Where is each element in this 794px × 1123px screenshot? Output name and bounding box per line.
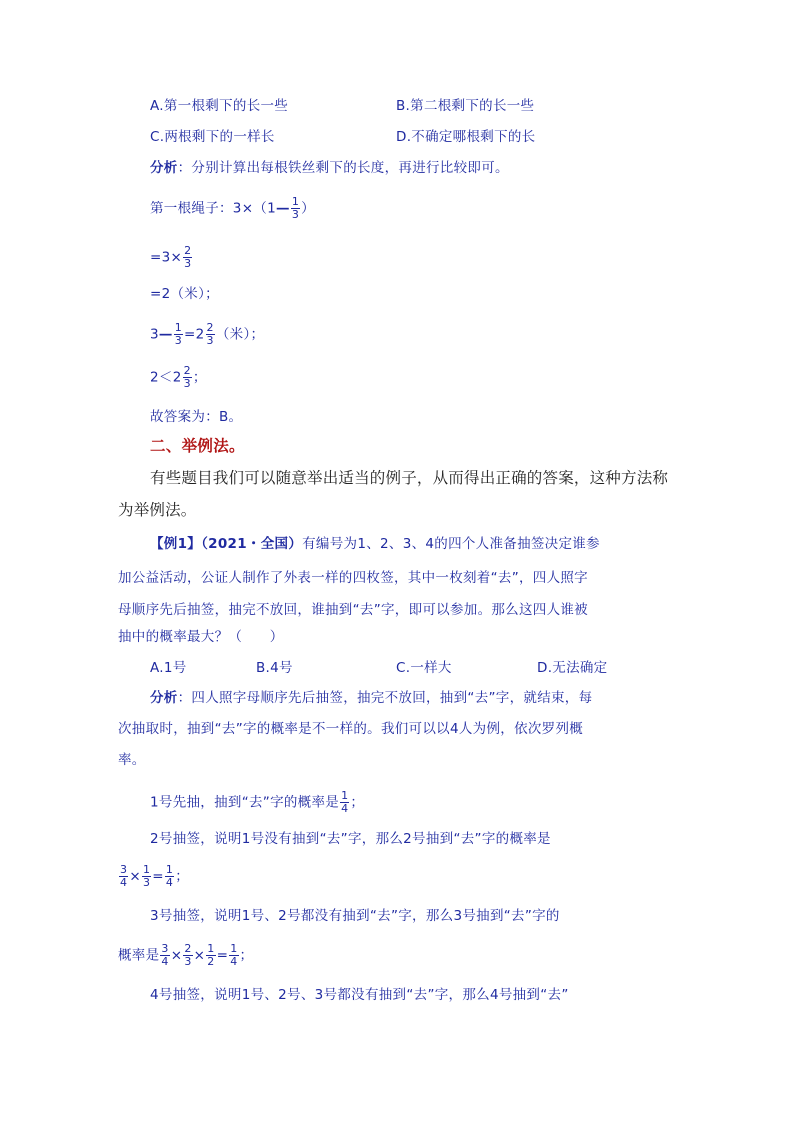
- option-c: C.两根剩下的一样长: [150, 129, 275, 145]
- option-b: B.第二根剩下的长一些: [396, 98, 535, 114]
- fraction: [183, 245, 192, 270]
- intro-line-1: 有些题目我们可以随意举出适当的例子，从而得出正确的答案，这种方法称: [150, 469, 669, 487]
- fraction: [160, 943, 169, 968]
- example-tag: 【例1】（2021・全国）: [150, 536, 303, 552]
- step4-a: 3: [150, 326, 159, 343]
- denominator: 3: [206, 334, 214, 347]
- option-a: A.第一根剩下的长一些: [150, 98, 289, 114]
- fraction: [340, 790, 349, 815]
- denominator: 3: [142, 876, 151, 889]
- denominator: 4: [161, 955, 169, 968]
- calc-step-4: [150, 322, 264, 347]
- times-sign: ×: [129, 868, 141, 885]
- analysis-paragraph: [150, 158, 509, 178]
- fraction: [174, 322, 183, 347]
- step4-unit: （米）；: [215, 326, 265, 343]
- p1-text: 1号先抽，抽到“去”字的概率是: [150, 794, 340, 811]
- fraction: [183, 943, 192, 968]
- denominator: 3: [183, 377, 191, 390]
- numerator: 1: [291, 195, 300, 208]
- calc-step-3: =2（米）；: [150, 286, 219, 302]
- numerator: 3: [161, 942, 169, 955]
- fraction: [291, 196, 300, 221]
- analysis-text: ：分别计算出每根铁丝剩下的长度，再进行比较即可。: [177, 160, 509, 176]
- analysis-label: 分析: [150, 690, 178, 706]
- denominator: 4: [230, 955, 238, 968]
- example-option-b: B.4号: [256, 660, 293, 676]
- fraction: [206, 322, 215, 347]
- numerator: 3: [120, 863, 128, 876]
- denominator: 4: [165, 876, 174, 889]
- example-line-1: [150, 534, 600, 554]
- probability-3: 3号抽签，说明1号、2号都没有抽到“去”字，那么3号抽到“去”字的: [150, 908, 560, 924]
- calc-step-5: [150, 365, 207, 390]
- probability-1: [150, 790, 364, 815]
- fraction: [165, 864, 174, 889]
- example-analysis-3: 率。: [118, 752, 146, 768]
- example-text: 有编号为1、2、3、4的四个人准备抽签决定谁参: [302, 536, 600, 552]
- example-analysis-1: [150, 688, 592, 708]
- denominator: 3: [174, 334, 183, 347]
- denominator: 3: [184, 955, 192, 968]
- example-option-a: A.1号: [150, 660, 187, 676]
- probability-3-calc: [118, 943, 253, 968]
- p3-end: ；: [239, 947, 254, 964]
- numerator: 1: [174, 321, 183, 334]
- analysis-text: ：四人照字母顺序先后抽签，抽完不放回，抽到“去”字，就结束，每: [177, 690, 593, 706]
- intro-line-2: 为举例法。: [118, 501, 197, 519]
- times-sign: ×: [193, 947, 206, 964]
- step1-suffix: ）: [301, 200, 315, 217]
- times-sign: ×: [170, 947, 183, 964]
- analysis-label: 分析: [150, 160, 178, 176]
- numerator: 2: [184, 942, 192, 955]
- section-heading: 二、举例法。: [150, 437, 245, 455]
- example-line-3: 母顺序先后抽签，抽完不放回，谁抽到“去”字，即可以参加。那么这四人谁被: [118, 602, 588, 618]
- numerator: 1: [142, 863, 151, 876]
- fraction: [183, 365, 192, 390]
- minus-sign: —: [276, 200, 290, 217]
- probability-4: 4号抽签，说明1号、2号、3号都没有抽到“去”字，那么4号抽到“去”: [150, 987, 569, 1003]
- fraction: [119, 864, 128, 889]
- step2-prefix: =3×: [150, 249, 183, 266]
- numerator: 1: [207, 942, 215, 955]
- equals-sign: =: [216, 947, 229, 964]
- denominator: 2: [207, 955, 215, 968]
- fraction: [206, 943, 215, 968]
- step4-eq: =2: [184, 326, 205, 343]
- example-option-d: D.无法确定: [537, 660, 608, 676]
- fraction: [229, 943, 238, 968]
- minus-sign: —: [158, 326, 173, 343]
- answer-line: 故答案为：B。: [150, 409, 243, 425]
- numerator: 1: [230, 942, 238, 955]
- example-option-c: C.一样大: [396, 660, 452, 676]
- option-d: D.不确定哪根剩下的长: [396, 129, 536, 145]
- p1-end: ；: [350, 794, 365, 811]
- denominator: 4: [120, 876, 128, 889]
- example-analysis-2: 次抽取时，抽到“去”字的概率是不一样的。我们可以以4人为例，依次罗列概: [118, 721, 584, 737]
- step5-end: ；: [192, 369, 207, 386]
- example-line-2: 加公益活动，公证人制作了外表一样的四枚签，其中一枚刻着“去”，四人照字: [118, 570, 588, 586]
- p2-end: ；: [175, 868, 189, 885]
- fraction: [142, 864, 151, 889]
- numerator: 2: [183, 364, 191, 377]
- calc-step-2: [150, 245, 193, 270]
- probability-2: 2号抽签，说明1号没有抽到“去”字，那么2号抽到“去”字的概率是: [150, 831, 551, 847]
- step1-prefix: 第一根绳子：3×（1: [150, 200, 276, 217]
- numerator: 1: [341, 789, 349, 802]
- probability-2-calc: [118, 864, 189, 889]
- p3-prefix: 概率是: [118, 947, 160, 964]
- numerator: 1: [165, 863, 174, 876]
- denominator: 3: [291, 208, 300, 221]
- denominator: 3: [184, 257, 192, 270]
- equals-sign: =: [152, 868, 164, 885]
- numerator: 2: [184, 244, 192, 257]
- denominator: 4: [341, 802, 349, 815]
- calc-step-1: [150, 196, 315, 221]
- numerator: 2: [206, 321, 214, 334]
- step5-a: 2＜2: [150, 369, 182, 386]
- example-line-4: 抽中的概率最大？（ ）: [118, 629, 284, 645]
